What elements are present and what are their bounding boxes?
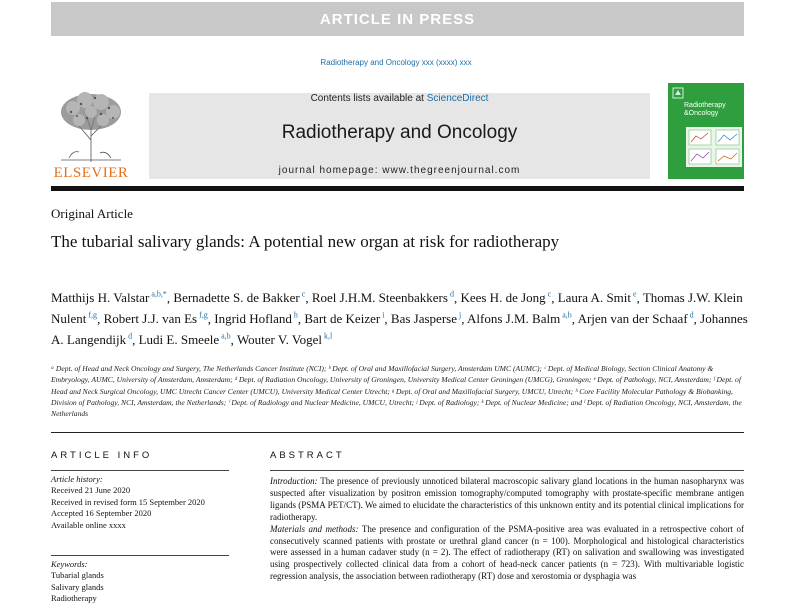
history-item: Available online xxxx: [51, 519, 126, 530]
author[interactable]: [467, 311, 572, 326]
author[interactable]: [312, 290, 454, 305]
author[interactable]: [304, 311, 384, 326]
methods-text: The presence and configuration of the PSMA-positive area was evaluated in a retrospective cohort of consecutively scanned patients with prostate or urethral gland cancer (n = 100). Morphological and histological characteristics were assessed in a human cadaver study (n = 2). The effect of radiotherapy (RT) on salivation and swallowing was investigated using prospectively collected clinical data from a cohort of head-neck cancer patients (n = 723). With multivariable logistic regression analysis, the association between radiotherapy (RT) dose and xerostomia or dysphagia was: [270, 523, 744, 582]
author-name[interactable]: Kees H. de Jong: [460, 290, 546, 306]
publisher-name: ELSEVIER: [53, 165, 129, 181]
abstract-rule: [270, 470, 744, 471]
sciencedirect-link[interactable]: ScienceDirect: [426, 93, 489, 104]
cover-figure-panel: [686, 127, 742, 167]
author-name[interactable]: Laura A. Smit: [557, 290, 632, 306]
cover-title-line2: &Oncology: [684, 110, 719, 117]
author-affiliation-marker[interactable]: k,l: [321, 331, 333, 341]
contents-prefix: Contents lists available at: [310, 93, 427, 104]
author-affiliation-marker[interactable]: d: [126, 331, 133, 341]
front-matter-divider: [51, 432, 744, 433]
abstract-methods: [270, 524, 744, 584]
history-item: Received 21 June 2020: [51, 485, 131, 496]
history-item: Received in revised form 15 September 2020: [51, 496, 205, 507]
author[interactable]: [173, 290, 305, 305]
author-affiliation-marker[interactable]: h: [291, 310, 298, 320]
author-affiliation-marker[interactable]: e: [631, 290, 637, 299]
article-info-heading: ARTICLE INFO: [51, 450, 153, 461]
author-affiliation-marker[interactable]: j: [457, 310, 462, 320]
author-affiliation-marker[interactable]: a,b: [219, 331, 231, 341]
article-type: Original Article: [51, 206, 133, 221]
tree-emblem-icon: [51, 90, 131, 164]
elsevier-logo[interactable]: [51, 90, 131, 182]
cover-title: [684, 102, 742, 118]
header-divider: [51, 186, 744, 191]
author-name[interactable]: Johannes A. Langendijk: [51, 311, 748, 347]
methods-label: Materials and methods:: [270, 523, 359, 534]
author-name[interactable]: Roel J.H.M. Steenbakkers: [311, 290, 448, 306]
author-affiliation-marker[interactable]: d: [687, 310, 694, 320]
intro-label: Introduction:: [270, 476, 318, 486]
author-name[interactable]: Wouter V. Vogel: [236, 331, 322, 347]
article-title: The tubarial salivary glands: A potential new organ at risk for radiotherapy: [51, 232, 560, 251]
contents-line: [149, 93, 650, 105]
author-affiliation-marker[interactable]: c: [299, 290, 306, 299]
author[interactable]: [558, 290, 637, 305]
author-name[interactable]: Bart de Keizer: [304, 311, 381, 327]
author-name[interactable]: Ludi E. Smeele: [138, 331, 220, 347]
keyword-item: Radiotherapy: [51, 593, 97, 604]
keywords-label: Keywords:: [51, 559, 88, 569]
author-name[interactable]: Robert J.J. van Es: [103, 311, 198, 327]
author-list: Matthijs H. Valstar $^{a,b,*}$, Bernadette S. de Bakker $^c$, Roel J.H.M. Steenbakkers $^d$, Kees H. de Jong $^c$, Laura A. Smit $^e$, Thomas J.W. Klein Nulent $^{f,g}$, Robert J.J. van Es $^{f,g}$, Ingrid Hofland $^h$, Bart de Keizer $^i$, Bas Jasperse $^j$, Alfons J.M. Balm $^{a,b}$, Arjen van der Schaaf $^d$, Johannes A. Langendijk $^d$, Ludi E. Smeele $^{a,b}$, Wouter V. Vogel $^{k,l}$: [51, 290, 748, 347]
author-name[interactable]: Bernadette S. de Bakker: [173, 290, 300, 306]
journal-title: Radiotherapy and Oncology: [281, 122, 518, 143]
author-name[interactable]: Bas Jasperse: [390, 311, 457, 327]
article-history: [51, 474, 231, 531]
author[interactable]: [139, 332, 231, 347]
author-name[interactable]: Thomas J.W. Klein Nulent: [51, 290, 743, 327]
abstract-heading: ABSTRACT: [270, 450, 345, 461]
author-affiliation-marker[interactable]: i: [380, 310, 385, 320]
author[interactable]: [237, 332, 332, 347]
article-info-rule: [51, 470, 229, 471]
author-affiliation-marker[interactable]: a,b,*: [149, 290, 167, 299]
author-affiliation-marker[interactable]: f,g: [197, 310, 208, 320]
author[interactable]: [460, 290, 551, 305]
author[interactable]: [578, 311, 694, 326]
keywords-rule: [51, 555, 229, 556]
history-label: Article history:: [51, 474, 103, 484]
journal-masthead: [149, 93, 650, 179]
author-name[interactable]: Matthijs H. Valstar: [51, 290, 150, 306]
author-affiliation-marker[interactable]: a,b: [560, 310, 572, 320]
cover-logo-icon: [672, 87, 684, 99]
history-item: Accepted 16 September 2020: [51, 508, 152, 519]
author-name[interactable]: Ingrid Hofland: [214, 311, 292, 327]
intro-text: The presence of previously unnoticed bilateral macroscopic salivary gland locations in the human nasopharynx was suspected after visualization by positron emission tomography/computed tomography with prostate-specific membrane antigen ligands (PSMA PET/CT). We aimed to elucidate the characteristics of this unknown entity and its potential clinical implications for radiotherapy.: [270, 476, 744, 522]
abstract-introduction: [270, 476, 744, 524]
keyword-item: Tubarial glands: [51, 570, 104, 581]
author[interactable]: [214, 311, 298, 326]
author-name[interactable]: Alfons J.M. Balm: [467, 311, 561, 327]
keyword-item: Salivary glands: [51, 581, 104, 592]
cover-title-line1: Radiotherapy: [684, 102, 726, 109]
author-affiliation-marker[interactable]: c: [545, 290, 552, 299]
author[interactable]: [391, 311, 461, 326]
author-affiliation-marker[interactable]: f,g: [86, 310, 98, 320]
author[interactable]: [51, 290, 167, 305]
author-name[interactable]: Arjen van der Schaaf: [577, 311, 688, 327]
citation-link[interactable]: Radiotherapy and Oncology xxx (xxxx) xxx: [320, 58, 472, 67]
article-in-press-banner: ARTICLE IN PRESS: [51, 2, 744, 36]
author[interactable]: [104, 311, 208, 326]
journal-homepage-link[interactable]: journal homepage: www.thegreenjournal.com: [278, 165, 521, 176]
affiliations: ᵃ Dept. of Head and Neck Oncology and Surgery, The Netherlands Cancer Institute (NCI); ᵇ Dept. of Oral and Maxillofacial Surgery, Amsterdam UMC (AUMC); ᶜ Dept. of Medical Biology, Section Clinical Anatomy & Embryology, AUMC, University of Amsterdam, Amsterdam; ᵈ Dept. of Radiation Oncology, University of Groningen, University Medical Center Groningen (UMCG), Groningen; ᵉ Dept. of Pathology, NCI, Amsterdam; ᶠ Dept. of Head and Neck Surgical Oncology, UMC Utrecht Cancer Center (UMCU), University Medical Center Utrecht; ᵍ Dept. of Oral and Maxillofacial Surgery, UMCU, Utrecht; ʰ Core Facility Molecular Pathology & Biobanking, Division of Pathology, NCI, Amsterdam, the Netherlands; ⁱ Dept. of Radiology and Nuclear Medicine, UMCU, Utrecht; ʲ Dept. of Radiology; ᵏ Dept. of Nuclear Medicine; and ˡ Dept. of Radiation Oncology, NCI, Amsterdam, the Netherlands: [51, 364, 742, 419]
author-affiliation-marker[interactable]: d: [447, 290, 454, 299]
abstract-body: [270, 476, 744, 583]
journal-cover-thumbnail[interactable]: [668, 83, 744, 179]
